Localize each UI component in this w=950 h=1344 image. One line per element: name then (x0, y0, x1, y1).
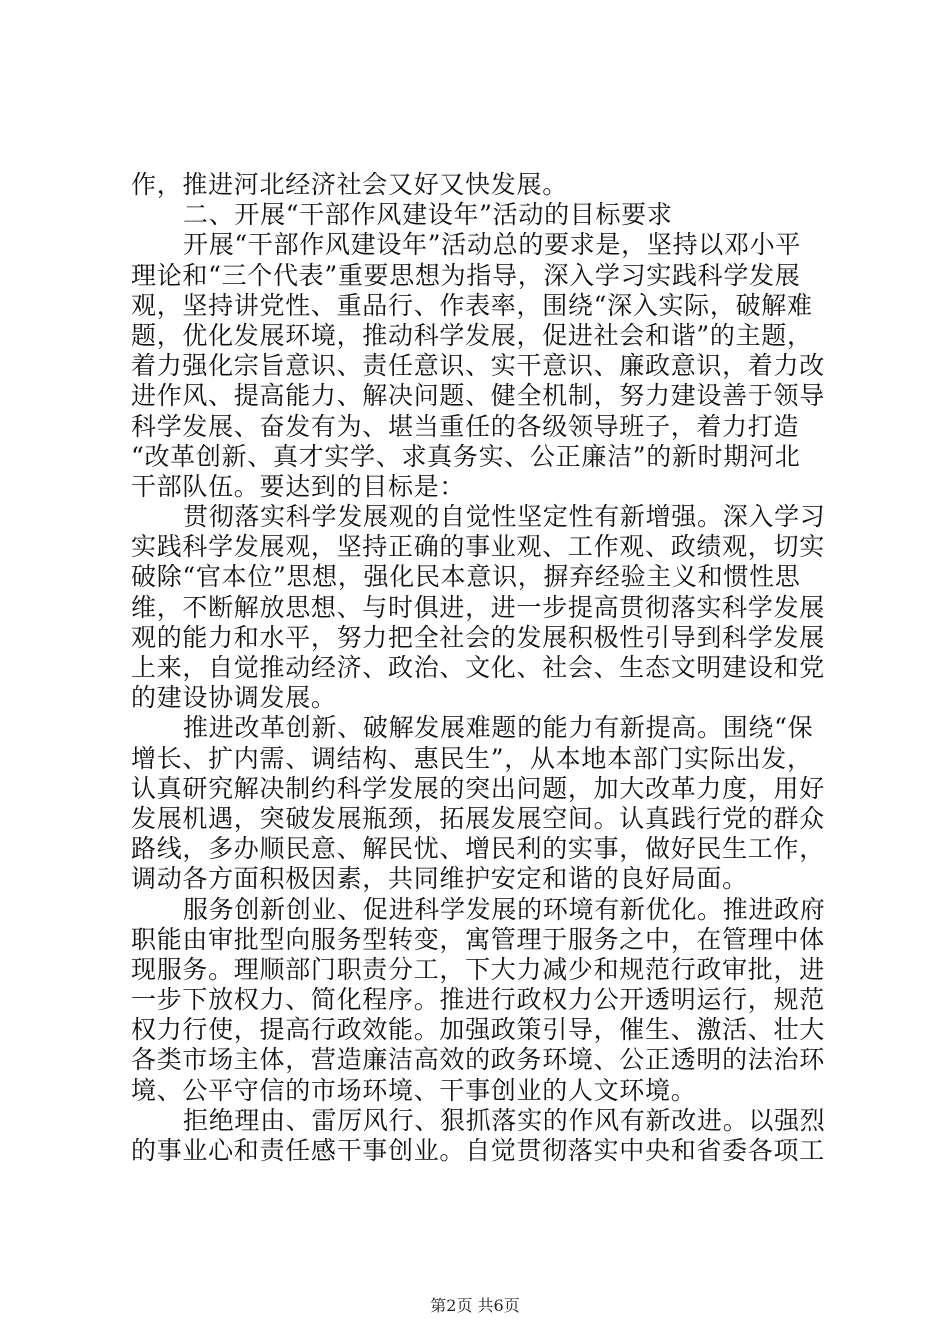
text-line: 的建设协调发展。 (131, 683, 337, 713)
text-line: 认真研究解决制约科学发展的突出问题，加大改革力度，用好 (131, 773, 825, 803)
text-line: 境、公平守信的市场环境、干事创业的人文环境。 (131, 1075, 697, 1105)
text-line: 观，坚持讲党性、重品行、作表率，围绕“深入实际，破解难 (131, 290, 813, 320)
text-line: 破除“官本位”思想，强化民本意识，摒弃经验主义和惯性思 (131, 562, 801, 592)
text-line: 开展“干部作风建设年”活动总的要求是，坚持以邓小平 (183, 230, 802, 260)
page-number-footer: 第2页 共6页 (430, 1296, 520, 1315)
text-line: 观的能力和水平，努力把全社会的发展积极性引导到科学发展 (131, 622, 825, 652)
document-body (131, 170, 837, 1166)
text-line: 权力行使，提高行政效能。加强政策引导，催生、激活、壮大 (131, 1015, 825, 1045)
text-line: 各类市场主体，营造廉洁高效的政务环境、公正透明的法治环 (131, 1045, 825, 1075)
text-line: 调动各方面积极因素，共同维护安定和谐的良好局面。 (131, 864, 748, 894)
text-line: 进作风、提高能力、解决问题、健全机制，努力建设善于领导 (131, 381, 825, 411)
text-line: 推进改革创新、破解发展难题的能力有新提高。围绕“保 (183, 713, 814, 743)
text-line: 上来，自觉推动经济、政治、文化、社会、生态文明建设和党 (131, 653, 825, 682)
text-line: 拒绝理由、雷厉风行、狠抓落实的作风有新改进。以强烈 (183, 1105, 826, 1135)
text-line: 服务创新创业、促进科学发展的环境有新优化。推进政府 (183, 894, 826, 924)
text-line: 现服务。理顺部门职责分工，下大力减少和规范行政审批，进 (131, 954, 825, 984)
text-line: 发展机遇，突破发展瓶颈，拓展发展空间。认真践行党的群众 (131, 803, 825, 833)
text-line: 理论和“三个代表”重要思想为指导，深入学习实践科学发展 (131, 260, 801, 290)
section-heading: 二、开展“干部作风建设年”活动的目标要求 (183, 200, 673, 230)
text-line: 作，推进河北经济社会又好又快发展。 (131, 170, 568, 199)
text-line: 实践科学发展观，坚持正确的事业观、工作观、政绩观，切实 (131, 532, 825, 562)
text-line: “改革创新、真才实学、求真务实、公正廉洁”的新时期河北 (131, 441, 801, 471)
text-line: 一步下放权力、简化程序。推进行政权力公开透明运行，规范 (131, 985, 825, 1015)
text-line: 维，不断解放思想、与时俱进，进一步提高贯彻落实科学发展 (131, 592, 825, 622)
text-line: 的事业心和责任感干事创业。自觉贯彻落实中央和省委各项工 (131, 1136, 825, 1165)
text-line: 贯彻落实科学发展观的自觉性坚定性有新增强。深入学习 (183, 502, 826, 532)
text-line: 职能由审批型向服务型转变，寓管理于服务之中，在管理中体 (131, 924, 825, 954)
text-line: 干部队伍。要达到的目标是： (131, 471, 466, 501)
text-line: 着力强化宗旨意识、责任意识、实干意识、廉政意识，着力改 (131, 351, 825, 381)
text-line: 增长、扩内需、调结构、惠民生”，从本地本部门实际出发， (131, 743, 813, 773)
text-line: 路线，多办顺民意、解民忧、增民利的实事，做好民生工作， (131, 834, 825, 864)
text-line: 科学发展、奋发有为、堪当重任的各级领导班子，着力打造 (131, 411, 800, 441)
text-line: 题，优化发展环境，推动科学发展，促进社会和谐”的主题， (131, 320, 813, 350)
